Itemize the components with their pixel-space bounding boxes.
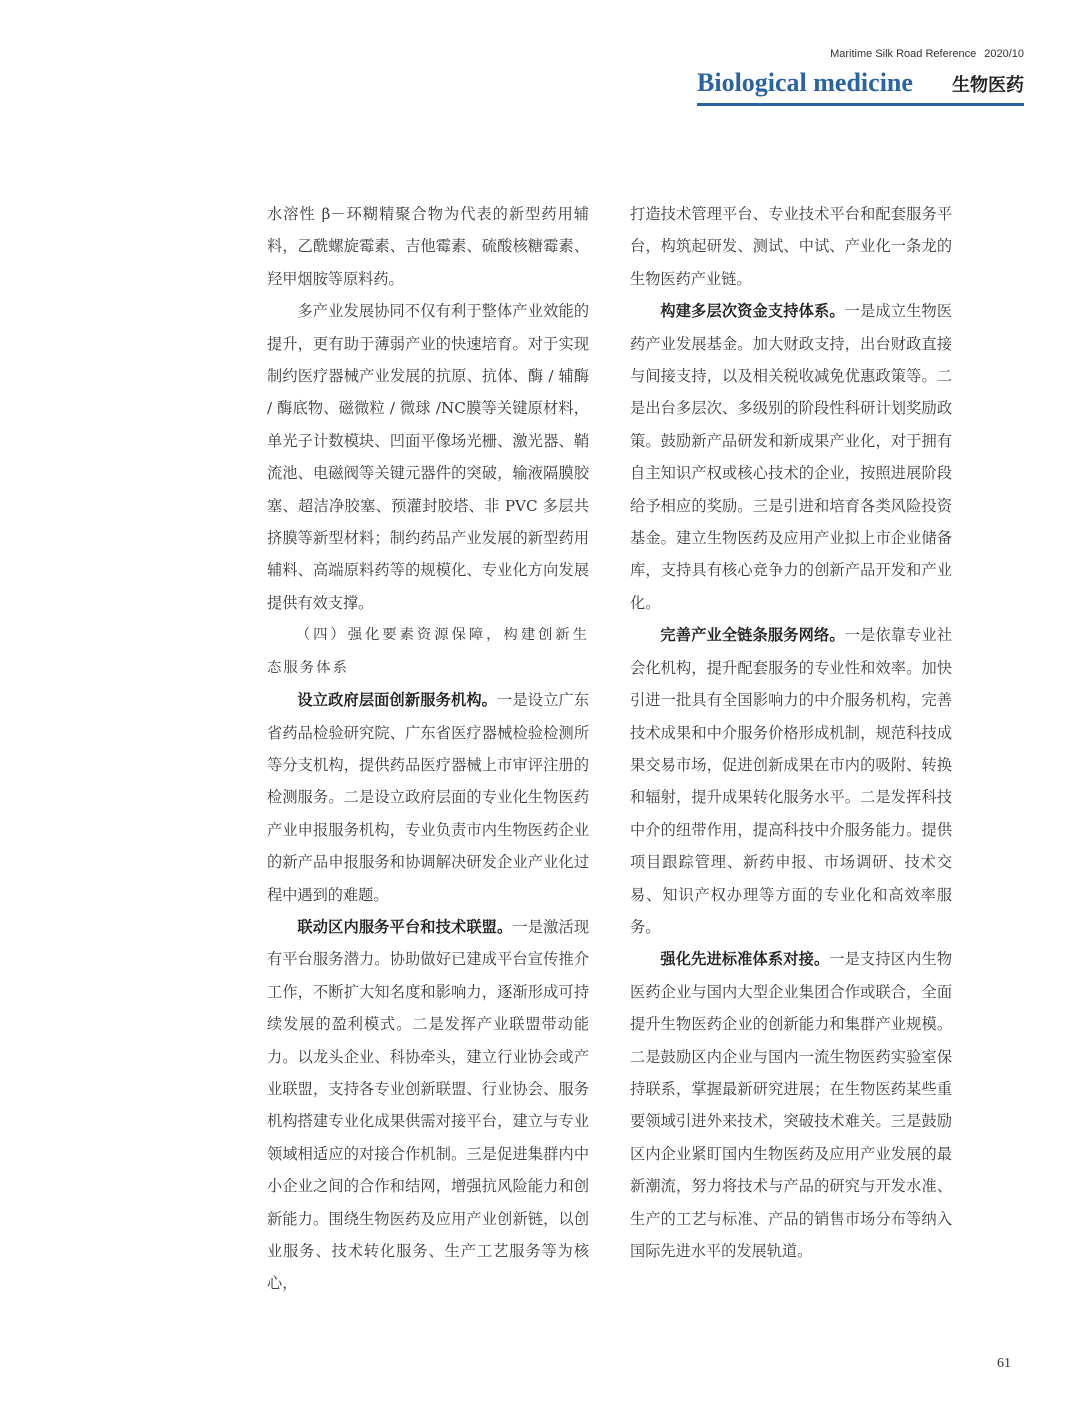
page-number: 61 bbox=[997, 1356, 1011, 1371]
paragraph: 打造技术管理平台、专业技术平台和配套服务平台，构筑起研发、测试、中试、产业化一条龙的生物医药产业链。 bbox=[630, 205, 952, 288]
paragraph bbox=[630, 295, 952, 619]
section-title-en: Biological medicine bbox=[697, 68, 913, 97]
paragraph bbox=[630, 943, 952, 1267]
paragraph-lead: 完善产业全链条服务网络。 bbox=[660, 626, 845, 645]
paragraph-body: 一是设立广东省药品检验研究院、广东省医疗器械检验检测所等分支机构，提供药品医疗器械上市审评注册的检测服务。二是设立政府层面的专业化生物医药产业申报服务机构，专业负责市内生物医药企业的新产品申报服务和协调解决研发企业产业化过程中遇到的难题。 bbox=[267, 691, 590, 904]
paragraph-lead: 强化先进标准体系对接。 bbox=[660, 950, 830, 969]
paragraph: 水溶性 β－环糊精聚合物为代表的新型药用辅料，乙酰螺旋霉素、吉他霉素、硫酸核糖霉素、羟甲烟胺等原料药。 bbox=[267, 205, 589, 288]
paragraph-body: 一是激活现有平台服务潜力。协助做好已建成平台宣传推介工作，不断扩大知名度和影响力，逐渐形成可持续发展的盈利模式。二是发挥产业联盟带动能力。以龙头企业、科协牵头，建立行业协会或产业联盟，支持各专业创新联盟、行业协会、服务机构搭建专业化成果供需对接平台，建立与专业领域相适应的对接合作机制。三是促进集群内中小企业之间的合作和结网，增强抗风险能力和创新能力。围绕生物医药及应用产业创新链，以创业服务、技术转化服务、生产工艺服务等为核心， bbox=[267, 917, 590, 1293]
paragraph bbox=[267, 911, 589, 1300]
paragraph-lead: 构建多层次资金支持体系。 bbox=[660, 302, 845, 321]
header-rule bbox=[697, 103, 1024, 106]
left-column bbox=[267, 198, 589, 1300]
section-title-cn: 生物医药 bbox=[952, 75, 1024, 96]
paragraph-body: 一是支持区内生物医药企业与国内大型企业集团合作或联合，全面提升生物医药企业的创新能力和集群产业规模。二是鼓励区内企业与国内一流生物医药实验室保持联系，掌握最新研究进展；在生物医药某些重要领域引进外来技术，突破技术难关。三是鼓励区内企业紧盯国内生物医药及应用产业发展的最新潮流，努力将技术与产品的研究与开发水准、生产的工艺与标准、产品的销售市场分布等纳入国际先进水平的发展轨道。 bbox=[630, 950, 953, 1260]
paragraph-body: 一是成立生物医药产业发展基金。加大财政支持，出台财政直接与间接支持，以及相关税收减免优惠政策等。二是出台多层次、多级别的阶段性科研计划奖励政策。鼓励新产品研发和新成果产业化，对于拥有自主知识产权或核心技术的企业，按照进展阶段给予相应的奖励。三是引进和培育各类风险投资基金。建立生物医药及应用产业拟上市企业储备库，支持具有核心竞争力的创新产品开发和产业化。 bbox=[630, 302, 953, 612]
paragraph: 多产业发展协同不仅有利于整体产业效能的提升，更有助于薄弱产业的快速培育。对于实现制约医疗器械产业发展的抗原、抗体、酶 / 辅酶 / 酶底物、磁微粒 / 微球 /NC膜等关键原材料，单光子计数模块、凹面平像场光栅、激光器、鞘流池、电磁阀等关键元器件的突破，输液隔膜胶塞、超洁净胶塞、预灌封胶塔、非 PVC 多层共挤膜等新型材料；制约药品产业发展的新型药用辅料、高端原料药等的规模化、专业化方向发展提供有效支撑。 bbox=[267, 302, 589, 612]
paragraph-lead: 设立政府层面创新服务机构。 bbox=[297, 691, 498, 710]
paragraph bbox=[630, 619, 952, 943]
paragraph-lead: 联动区内服务平台和技术联盟。 bbox=[297, 917, 513, 936]
paragraph-body: 一是依靠专业社会化机构，提升配套服务的专业性和效率。加快引进一批具有全国影响力的中介服务机构，完善技术成果和中介服务价格形成机制，规范科技成果交易市场，促进创新成果在市内的吸附、转换和辐射，提升成果转化服务水平。二是发挥科技中介的纽带作用，提高科技中介服务能力。提供项目跟踪管理、新药申报、市场调研、技术交易、知识产权办理等方面的专业化和高效率服务。 bbox=[630, 626, 953, 936]
section-title bbox=[697, 68, 1024, 102]
section-subheading: （四）强化要素资源保障，构建创新生态服务体系 bbox=[267, 627, 589, 676]
right-column bbox=[630, 198, 952, 1267]
issue-number: 2020/10 bbox=[984, 48, 1024, 60]
paragraph bbox=[267, 684, 589, 911]
journal-name: Maritime Silk Road Reference bbox=[830, 48, 977, 60]
running-header bbox=[830, 48, 1024, 60]
